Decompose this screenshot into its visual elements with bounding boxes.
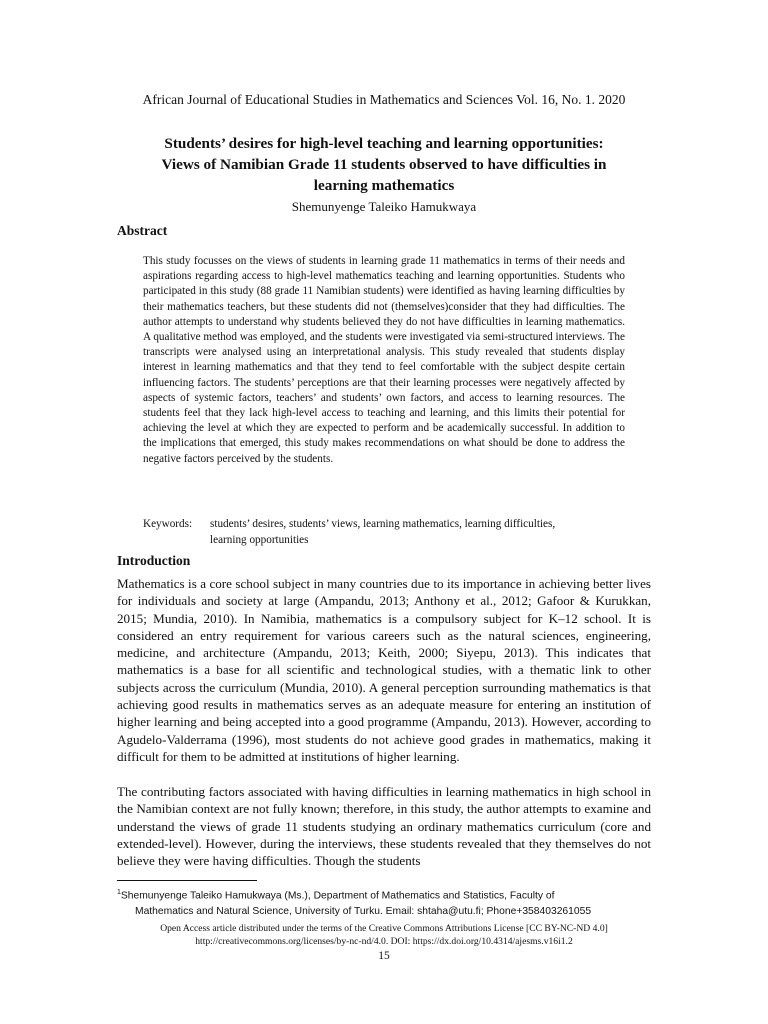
title-line-1: Students’ desires for high-level teaching and learning opportunities: <box>164 135 604 152</box>
author-footnote <box>117 885 651 920</box>
author-name: Shemunyenge Taleiko Hamukwaya <box>291 199 477 214</box>
footnote-line-1 <box>117 885 651 904</box>
keywords <box>143 516 625 548</box>
keywords-line-1 <box>143 516 625 532</box>
abstract-text: This study focusses on the views of students in learning grade 11 mathematics in terms of their needs and aspirations regarding access to high-level mathematics teaching and learning opportunities. Students who participated in this study (88 grade 11 Namibian students) were identified as having learning difficulties by their mathematics teachers, but these students did not (themselves)consider that they had difficulties. The author attempts to understand why students believed they do not have difficulties in learning mathematics. A qualitative method was employed, and the students were investigated via semi-structured interviews. The transcripts were analysed using an interpretational analysis. This study revealed that students display interest in learning mathematics and that they tend to feel comfortable with the subject despite certain influencing factors. The students’ perceptions are that their learning processes were negatively affected by aspects of systemic factors, teachers’ and students’ own factors, and access to learning resources. The students feel that they lack high-level access to teaching and learning, and this limits their potential for achieving the level at which they are expected to perform and be academically successful. In addition to the implications that emerged, this study makes recommendations on what should be done to address the negative factors perceived by the students. <box>143 255 625 465</box>
license-line-1: Open Access article distributed under the terms of the Creative Commons Attributions License [CC BY-NC-ND 4.0] <box>160 923 608 934</box>
introduction-paragraph-1: Mathematics is a core school subject in many countries due to its importance in achieving better lives for individuals and society at large (Ampandu, 2013; Anthony et al., 2012; Gafoor & Kurukkan, 2015; Mundia, 2010). In Namibia, mathematics is a compulsory subject for K–12 school. It is considered an entry requirement for various careers such as the natural sciences, engineering, medicine, and architecture (Ampandu, 2013; Keith, 2000; Siyepu, 2013). This indicates that mathematics is a base for all scientific and technological studies, with a thematic link to other subjects across the curriculum (Mundia, 2010). A general perception surrounding mathematics is that achieving good results in mathematics serves as an adequate measure for entering an institution of higher learning and being accepted into a good programme (Ampandu, 2013). However, according to Agudelo-Valderrama (1996), most students do not achieve good grades in mathematics, making it difficult for them to be admitted at institutions of higher learning. <box>117 576 651 764</box>
abstract-heading: Abstract <box>117 223 168 238</box>
keywords-list-2: learning opportunities <box>210 534 309 546</box>
page-number: 15 <box>378 950 390 962</box>
keywords-label: Keywords: <box>143 518 193 530</box>
introduction-heading: Introduction <box>117 553 191 568</box>
footnote-text-2: Mathematics and Natural Science, University of Turku. Email: shtaha@utu.fi; Phone+358403261055 <box>135 906 592 918</box>
title-line-3: learning mathematics <box>313 177 455 194</box>
footnote-divider <box>117 880 257 881</box>
introduction-paragraph-2: The contributing factors associated with having difficulties in learning mathematics in high school in the Namibian context are not fully known; therefore, in this study, the author attempts to examine and understand the views of grade 11 students studying an ordinary mathematics curriculum (core and extended-level). However, during the interviews, these students revealed that they themselves do not believe they were having difficulties. Though the students <box>117 784 651 869</box>
license-notice <box>0 923 768 948</box>
article-title <box>118 133 650 196</box>
journal-header: African Journal of Educational Studies in Mathematics and Sciences Vol. 16, No. 1. 2020 <box>142 92 626 107</box>
footnote-text-1: Shemunyenge Taleiko Hamukwaya (Ms.), Department of Mathematics and Statistics, Faculty of <box>120 890 555 902</box>
license-line-2: http://creativecommons.org/licenses/by-nc-nd/4.0. DOI: https://dx.doi.org/10.4314/ajesms.v16i1.2 <box>195 935 573 947</box>
title-line-2: Views of Namibian Grade 11 students observed to have difficulties in <box>161 156 607 173</box>
keywords-list-1: students’ desires, students’ views, learning mathematics, learning difficulties, <box>210 518 556 530</box>
footnote-marker: 1 <box>117 889 121 896</box>
